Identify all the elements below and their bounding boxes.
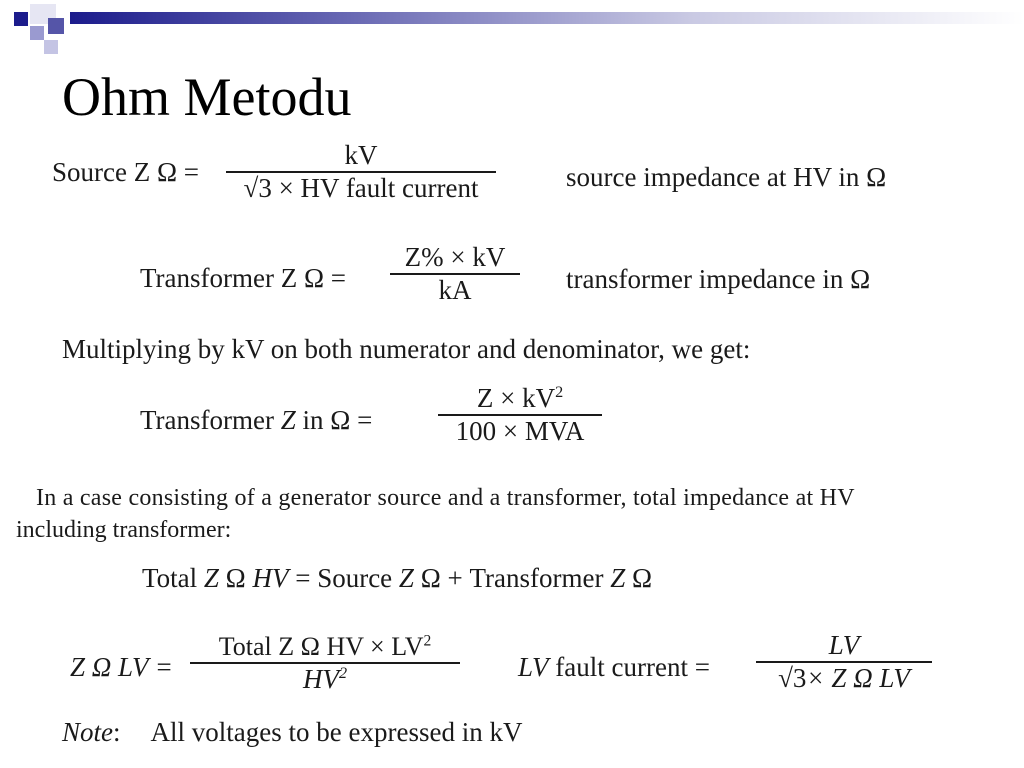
transformer-eq-fraction <box>390 242 520 306</box>
lv-eq-denominator <box>297 664 353 695</box>
total-eq-z: Z <box>203 563 219 593</box>
case-text-line2: including transformer: <box>16 517 232 543</box>
total-eq-c: = Source <box>288 563 399 593</box>
transformer-eq2-lhs-b: in Ω = <box>295 405 373 435</box>
transformer-eq2-lhs-z: Z <box>280 405 296 435</box>
transformer-eq2-num-a: Z × kV <box>476 383 556 413</box>
lv-fault-eq-den-rest: × Z Ω LV <box>806 663 910 693</box>
multiply-text: Multiplying by kV on both numerator and denominator, we get: <box>62 334 751 364</box>
lv-fault-eq-lhs <box>518 652 710 683</box>
total-eq-b: Ω <box>218 563 253 593</box>
source-eq-denominator <box>238 173 485 204</box>
note-line <box>62 717 522 748</box>
transformer-eq2-denominator: 100 × MVA <box>455 416 585 446</box>
transformer-eq-denominator: kA <box>438 275 472 305</box>
transformer-eq-numerator: Z% × kV <box>404 242 506 272</box>
source-eq-fraction <box>226 140 496 204</box>
lv-fault-eq-fraction <box>756 630 932 694</box>
source-eq-numerator: kV <box>344 140 378 170</box>
lv-fault-eq-numerator: LV <box>828 630 860 660</box>
decor-square-light-2 <box>44 40 58 54</box>
lv-eq-numerator <box>213 632 438 662</box>
total-eq-z2: Z <box>398 563 414 593</box>
transformer-eq-note: transformer impedance in Ω <box>566 264 871 294</box>
decor-square-light <box>30 26 44 40</box>
transformer-eq2-lhs-a: Transformer <box>140 405 281 435</box>
total-eq-z3: Z <box>610 563 626 593</box>
source-eq-lhs: Source Z Ω = <box>52 157 200 187</box>
lv-eq-den-a: HV <box>302 664 339 694</box>
transformer-eq-lhs: Transformer Z Ω = <box>140 263 347 293</box>
lv-eq-den-sup: 2 <box>338 664 348 682</box>
lv-eq-lhs: Z Ω LV = <box>70 652 174 682</box>
total-eq-d: Ω + Transformer <box>413 563 611 593</box>
decor-square-dark <box>14 12 28 26</box>
slide-title: Ohm Metodu <box>62 67 352 127</box>
note-colon: : <box>113 717 121 747</box>
lv-fault-eq-lv: LV <box>518 652 549 682</box>
case-text-line1: In a case consisting of a generator source and a transformer, total impedance at HV <box>36 485 855 511</box>
transformer-eq2-fraction <box>438 383 602 447</box>
note-label: Note <box>62 717 113 747</box>
transformer-eq2-lhs <box>140 405 372 436</box>
header-gradient-bar <box>70 12 1024 24</box>
transformer-eq2-numerator <box>471 383 569 414</box>
lv-eq-fraction <box>190 632 460 695</box>
source-eq-note: source impedance at HV in Ω <box>566 162 887 192</box>
total-eq-hv: HV <box>252 563 289 593</box>
total-eq <box>142 563 652 594</box>
total-eq-e: Ω <box>625 563 653 593</box>
sqrt-symbol: √3 <box>243 173 272 203</box>
lv-eq-num-sup: 2 <box>423 632 432 650</box>
transformer-eq2-num-sup: 2 <box>555 383 564 401</box>
total-eq-a: Total <box>142 563 204 593</box>
note-text: All voltages to be expressed in kV <box>150 717 523 747</box>
decor-square-mid <box>48 18 64 34</box>
lv-fault-eq-rest: fault current = <box>548 652 710 682</box>
lv-eq-num-a: Total Z Ω HV × LV <box>218 632 424 661</box>
lv-fault-eq-denominator <box>772 663 916 694</box>
source-eq-denominator-rest: × HV fault current <box>278 173 479 203</box>
sqrt-symbol: √3 <box>778 663 807 693</box>
